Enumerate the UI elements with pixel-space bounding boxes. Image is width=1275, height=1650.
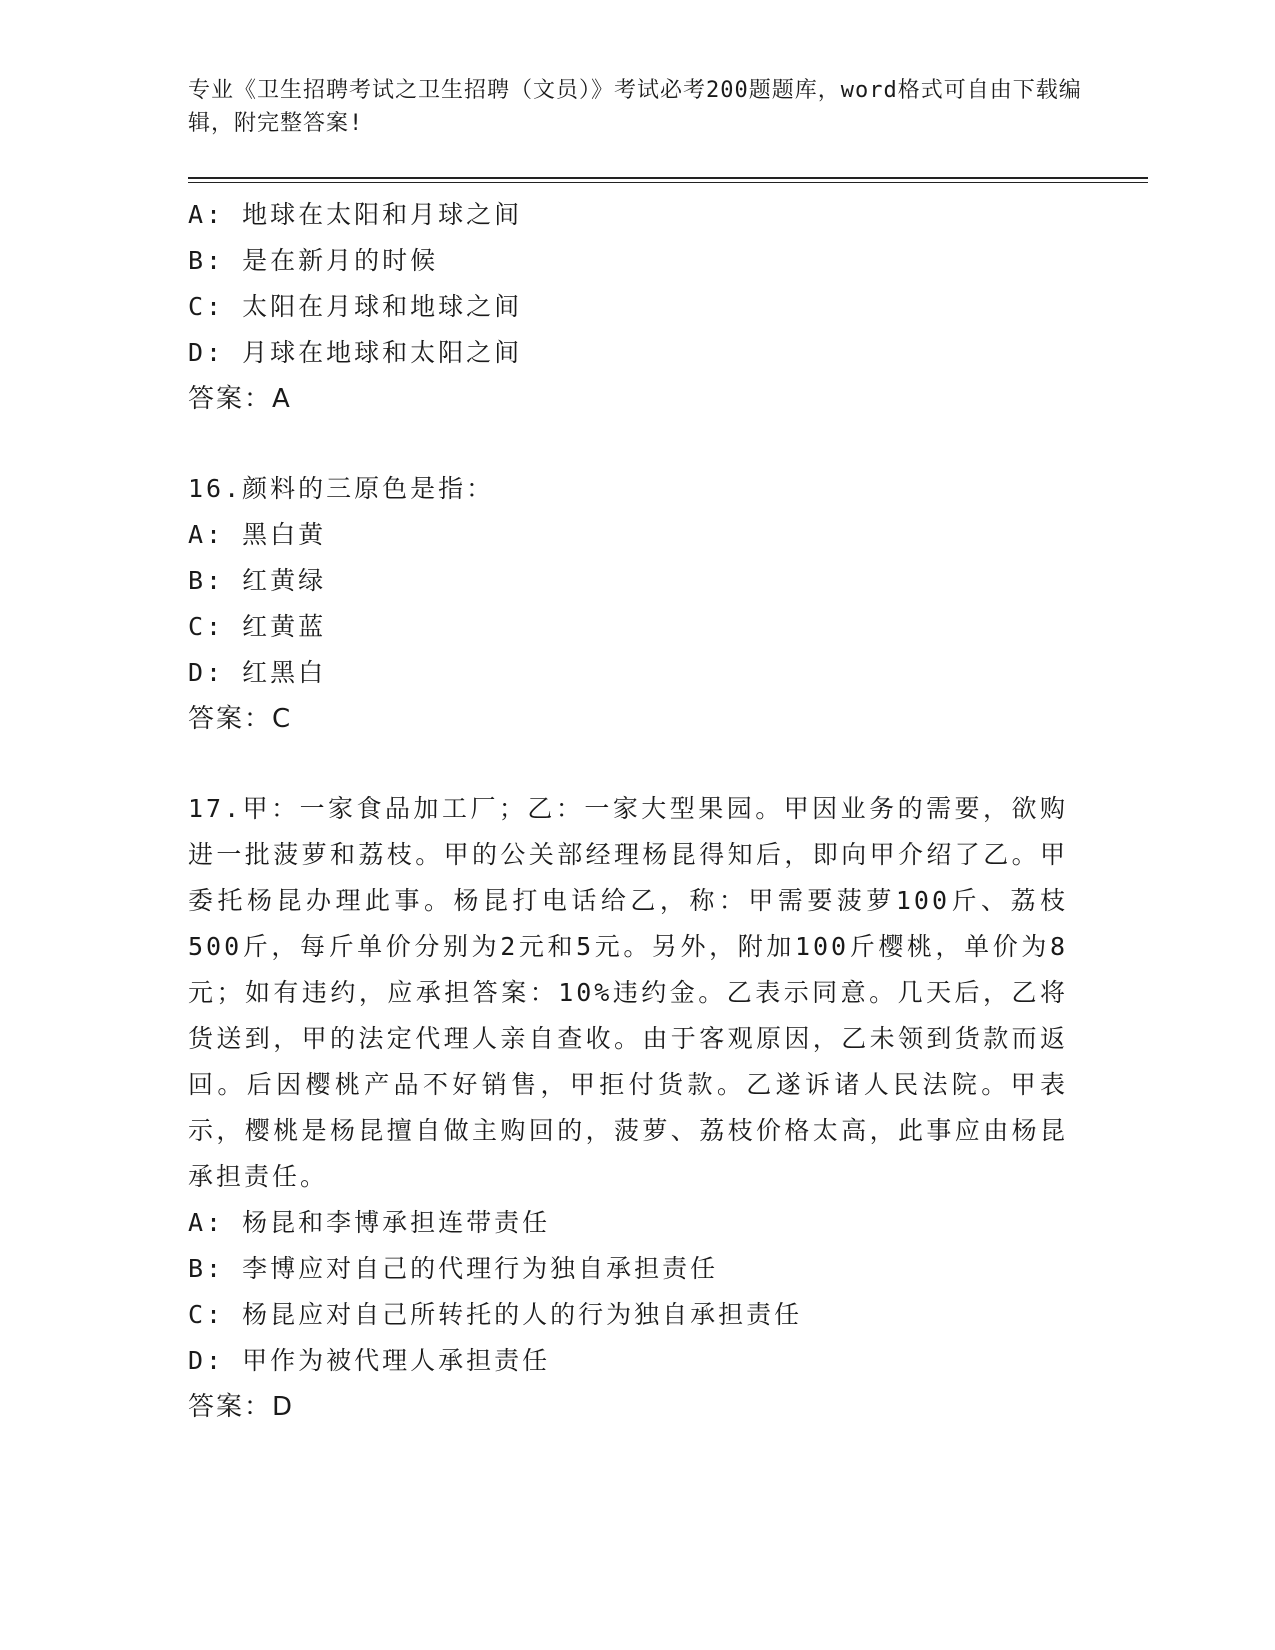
option-d: D: 甲作为被代理人承担责任 bbox=[188, 1346, 551, 1375]
option-a: A: 黑白黄 bbox=[188, 520, 327, 549]
question-text: 16.颜料的三原色是指： bbox=[188, 474, 495, 503]
spacer bbox=[188, 422, 1088, 466]
option-a: A: 地球在太阳和月球之间 bbox=[188, 200, 523, 229]
question-16-block bbox=[188, 466, 1088, 742]
question-15-block bbox=[188, 192, 1088, 422]
answer-line: 答案：D bbox=[188, 1392, 295, 1422]
answer-line: 答案：A bbox=[188, 384, 292, 414]
header-divider-thin bbox=[188, 182, 1148, 183]
option-b: B: 李博应对自己的代理行为独自承担责任 bbox=[188, 1254, 719, 1283]
document-body bbox=[188, 192, 1088, 1430]
answer-line: 答案：C bbox=[188, 704, 293, 734]
option-c: C: 太阳在月球和地球之间 bbox=[188, 292, 523, 321]
question-17-block bbox=[188, 786, 1088, 1430]
option-a: A: 杨昆和李博承担连带责任 bbox=[188, 1208, 551, 1237]
header-divider-thick bbox=[188, 177, 1148, 179]
spacer bbox=[188, 742, 1088, 786]
option-b: B: 红黄绿 bbox=[188, 566, 327, 595]
option-d: D: 红黑白 bbox=[188, 658, 327, 687]
question-text: 17.甲：一家食品加工厂；乙：一家大型果园。甲因业务的需要，欲购进一批菠萝和荔枝。甲的公关部经理杨昆得知后，即向甲介绍了乙。甲委托杨昆办理此事。杨昆打电话给乙，称：甲需要菠萝100斤、荔枝500斤，每斤单价分别为2元和5元。另外，附加100斤樱桃，单价为8元；如有违约，应承担答案：10%违约金。乙表示同意。几天后，乙将货送到，甲的法定代理人亲自查收。由于客观原因，乙未领到货款而返回。后因樱桃产品不好销售，甲拒付货款。乙遂诉诸人民法院。甲表示，樱桃是杨昆擅自做主购回的，菠萝、荔枝价格太高，此事应由杨昆承担责任。 bbox=[188, 794, 1068, 1191]
option-c: C: 杨昆应对自己所转托的人的行为独自承担责任 bbox=[188, 1300, 803, 1329]
option-c: C: 红黄蓝 bbox=[188, 612, 327, 641]
option-d: D: 月球在地球和太阳之间 bbox=[188, 338, 523, 367]
document-header: 专业《卫生招聘考试之卫生招聘（文员）》考试必考200题题库，word格式可自由下载编辑，附完整答案! bbox=[188, 78, 1082, 136]
option-b: B: 是在新月的时候 bbox=[188, 246, 439, 275]
